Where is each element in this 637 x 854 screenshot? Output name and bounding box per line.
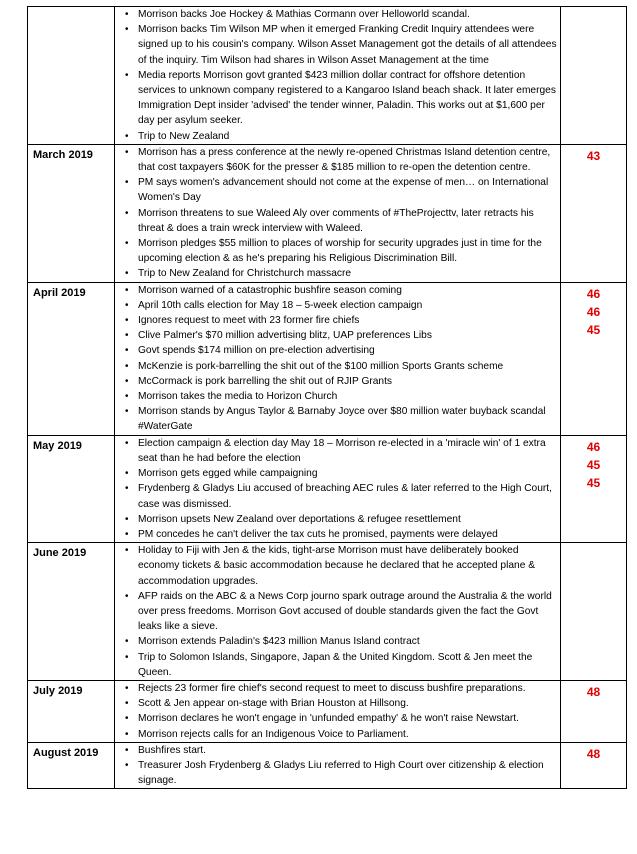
red-number: 45 xyxy=(586,475,601,490)
number-cell xyxy=(561,680,627,742)
event-item: • Media reports Morrison govt granted $423 million dollar contract for offshore detention services to unknown company registered to a Kangaroo Island beach shack. It later emerges Immigration Dept insider 'advised' the tender winner, Paladin. This works out at $1,600 per day per asylum seeker. xyxy=(115,68,560,129)
event-item: • Ignores request to meet with 23 former fire chiefs xyxy=(115,313,560,328)
event-item: • Morrison declares he won't engage in 'unfunded empathy' & he won't raise Newstart. xyxy=(115,711,560,726)
red-number: 45 xyxy=(586,457,601,472)
table-row xyxy=(28,7,627,145)
event-item: • Morrison stands by Angus Taylor & Barnaby Joyce over $80 million water buyback scandal #WaterGate xyxy=(115,404,560,434)
month-cell: May 2019 xyxy=(28,435,115,542)
event-item: • Bushfires start. xyxy=(115,743,560,758)
event-item: • Treasurer Josh Frydenberg & Gladys Liu referred to High Court over citizenship & election signage. xyxy=(115,758,560,788)
event-item: • Morrison takes the media to Horizon Church xyxy=(115,389,560,404)
event-item: • AFP raids on the ABC & a News Corp journo spark outrage around the Australia & the world over press freedoms. Morrison Govt accused of double standards given the fact the Govt leaks like a sieve. xyxy=(115,589,560,635)
events-cell xyxy=(115,742,561,789)
events-cell xyxy=(115,680,561,742)
event-item: • Clive Palmer's $70 million advertising blitz, UAP preferences Libs xyxy=(115,328,560,343)
number-cell xyxy=(561,144,627,282)
event-item: • PM says women's advancement should not come at the expense of men… on International Women's Day xyxy=(115,175,560,205)
timeline-table xyxy=(27,6,627,789)
table-row xyxy=(28,543,627,681)
table-row xyxy=(28,435,627,542)
number-cell xyxy=(561,742,627,789)
events-cell xyxy=(115,144,561,282)
month-cell: April 2019 xyxy=(28,282,115,435)
event-item: • Rejects 23 former fire chief's second request to meet to discuss bushfire preparations. xyxy=(115,681,560,696)
red-number: 46 xyxy=(586,286,601,301)
number-cell xyxy=(561,435,627,542)
event-item: • Govt spends $174 million on pre-election advertising xyxy=(115,343,560,358)
event-item: • Trip to New Zealand for Christchurch massacre xyxy=(115,266,560,281)
red-number: 45 xyxy=(586,322,601,337)
event-item: • PM concedes he can't deliver the tax cuts he promised, payments were delayed xyxy=(115,527,560,542)
number-cell xyxy=(561,282,627,435)
month-cell: August 2019 xyxy=(28,742,115,789)
event-list xyxy=(115,543,560,680)
month-cell: June 2019 xyxy=(28,543,115,681)
event-list xyxy=(115,436,560,542)
event-item: • Morrison gets egged while campaigning xyxy=(115,466,560,481)
number-cell xyxy=(561,7,627,145)
events-cell xyxy=(115,435,561,542)
event-item: • Morrison backs Tim Wilson MP when it emerged Franking Credit Inquiry attendees were signed up to his cousin's company. Wilson Asset Management got the details of all attendees of the inquiry. Tim Wilson had shares in Wilson Asset Management at the time xyxy=(115,22,560,68)
events-cell xyxy=(115,7,561,145)
event-item: • Morrison threatens to sue Waleed Aly over comments of #TheProjecttv, later retracts his threat & does a train wreck interview with Waleed. xyxy=(115,206,560,236)
event-item: • Morrison warned of a catastrophic bushfire season coming xyxy=(115,283,560,298)
event-item: • Morrison backs Joe Hockey & Mathias Cormann over Helloworld scandal. xyxy=(115,7,560,22)
event-item: • Morrison pledges $55 million to places of worship for security upgrades just in time for the upcoming election & as he's preparing his Religious Discrimination Bill. xyxy=(115,236,560,266)
red-number: 48 xyxy=(586,684,601,699)
event-list xyxy=(115,681,560,742)
event-list xyxy=(115,145,560,282)
event-item: • Trip to Solomon Islands, Singapore, Japan & the United Kingdom. Scott & Jen meet the Queen. xyxy=(115,650,560,680)
event-item: • Frydenberg & Gladys Liu accused of breaching AEC rules & later referred to the High Court, case was dismissed. xyxy=(115,481,560,511)
events-cell xyxy=(115,282,561,435)
event-item: • April 10th calls election for May 18 – 5-week election campaign xyxy=(115,298,560,313)
red-number: 46 xyxy=(586,304,601,319)
event-item: • Trip to New Zealand xyxy=(115,129,560,144)
event-item: • Holiday to Fiji with Jen & the kids, tight-arse Morrison must have deliberately booked economy tickets & basic accommodation because he declared that he accepted plane & accommodation upgrades. xyxy=(115,543,560,589)
table-row xyxy=(28,282,627,435)
event-list xyxy=(115,283,560,435)
event-item: • Morrison extends Paladin's $423 million Manus Island contract xyxy=(115,634,560,649)
event-item: • Morrison upsets New Zealand over deportations & refugee resettlement xyxy=(115,512,560,527)
event-item: • Scott & Jen appear on-stage with Brian Houston at Hillsong. xyxy=(115,696,560,711)
table-row xyxy=(28,680,627,742)
red-number: 46 xyxy=(586,439,601,454)
table-row xyxy=(28,144,627,282)
red-number: 43 xyxy=(586,148,601,163)
event-item: • McCormack is pork barrelling the shit out of RJIP Grants xyxy=(115,374,560,389)
month-cell: March 2019 xyxy=(28,144,115,282)
event-list xyxy=(115,743,560,789)
table-row xyxy=(28,742,627,789)
event-item: • Morrison rejects calls for an Indigenous Voice to Parliament. xyxy=(115,727,560,742)
event-item: • Morrison has a press conference at the newly re-opened Christmas Island detention centre, that cost taxpayers $60K for the presser & $185 million to re-open the detention centre. xyxy=(115,145,560,175)
red-number: 48 xyxy=(586,746,601,761)
event-item: • Election campaign & election day May 18 – Morrison re-elected in a 'miracle win' of 1 extra seat than he had before the election xyxy=(115,436,560,466)
month-cell: July 2019 xyxy=(28,680,115,742)
event-item: • McKenzie is pork-barrelling the shit out of the $100 million Sports Grants scheme xyxy=(115,359,560,374)
number-cell xyxy=(561,543,627,681)
event-list xyxy=(115,7,560,144)
timeline-body xyxy=(28,7,627,789)
events-cell xyxy=(115,543,561,681)
month-cell xyxy=(28,7,115,145)
